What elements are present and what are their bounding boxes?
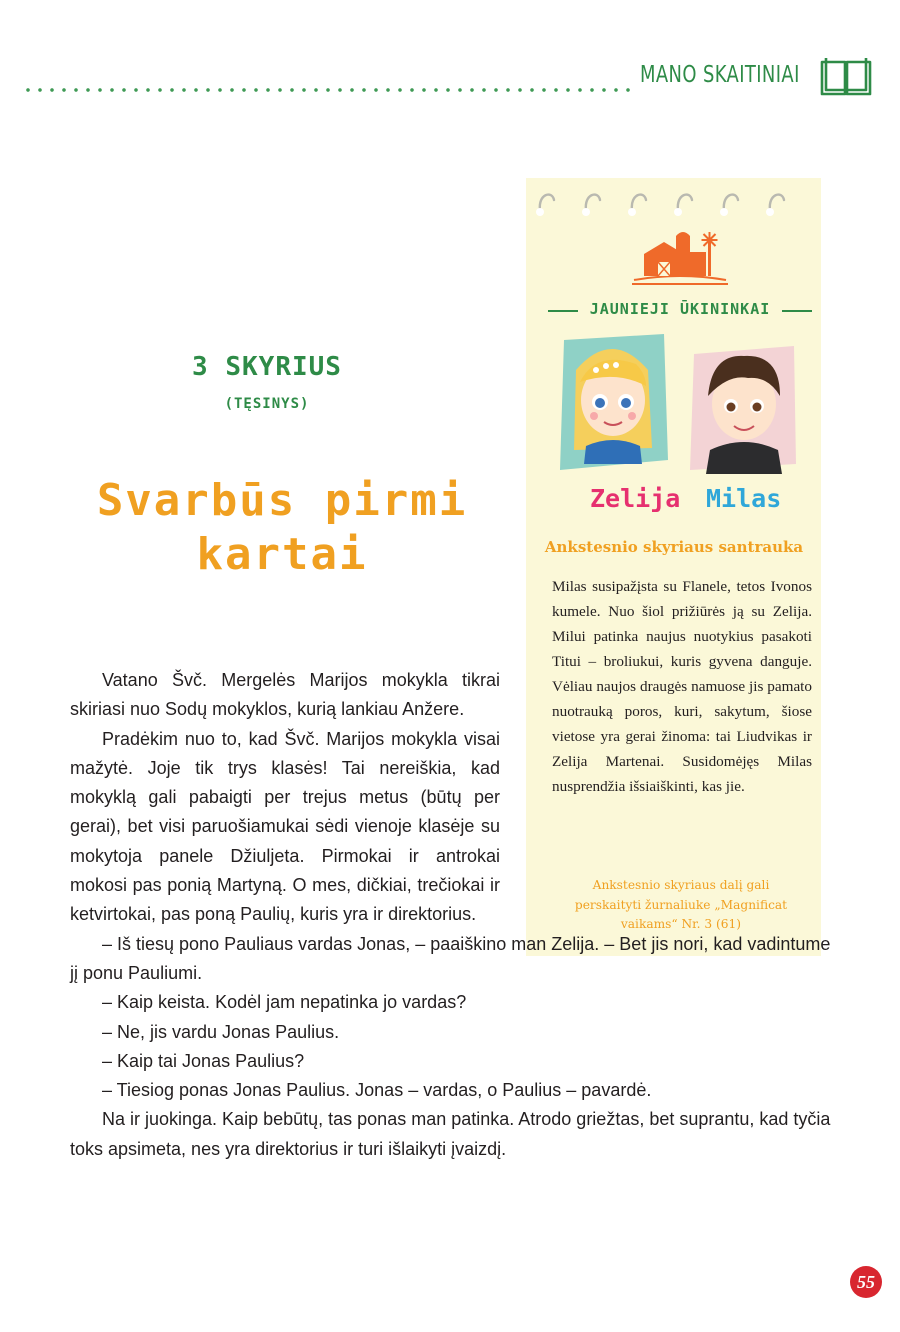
page-number: 55 bbox=[850, 1266, 882, 1298]
brand-rule-right bbox=[782, 310, 812, 312]
series-brand: JAUNIEJI ŪKININKAI bbox=[589, 300, 771, 318]
zelija-portrait bbox=[556, 330, 670, 476]
summary-note: Ankstesnio skyriaus dalį gali perskaityti žurnaliuke „Magnificat vaikams“ Nr. 3 (61) bbox=[574, 878, 788, 931]
character-name-zelija: Zelija bbox=[590, 484, 681, 513]
summary-text: Milas susipažįsta su Flanele, tetos Ivonos kumele. Nuo šiol prižiūrės ją su Zelija. Milui patinka naujus nuotykius pasakoti Titui – broliukui, kuris gyvena danguje. Vėliau naujos draugės namuose jis pamato nuotrauką poros, kuri, sakytum, šiose vietose yra gerai žinoma: tai Liudvikas ir Zelija Martenai. Susidomėjęs Milas nusprendžia išsiaiškinti, kas jie. bbox=[552, 578, 812, 795]
paragraph: – Kaip tai Jonas Paulius? bbox=[102, 1050, 305, 1071]
chapter-title bbox=[70, 474, 494, 582]
chapter-title-line-1: Svarbūs pirmi bbox=[96, 475, 468, 526]
chapter-label: 3 SKYRIUS bbox=[192, 352, 342, 382]
paragraph: – Kaip keista. Kodėl jam nepatinka jo vardas? bbox=[102, 992, 467, 1013]
paragraph: Na ir juokinga. Kaip bebūtų, tas ponas man patinka. Atrodo griežtas, bet suprantu, kad tyčia toks apsimeta, nes yra direktorius ir turi išlaikyti įvaizdį. bbox=[70, 1109, 831, 1159]
paragraph: – Ne, jis vardu Jonas Paulius. bbox=[102, 1021, 340, 1042]
character-name-milas: Milas bbox=[706, 484, 782, 513]
header-dotted-rule bbox=[22, 88, 632, 92]
chapter-sublabel: (TĘSINYS) bbox=[224, 396, 310, 412]
milas-portrait bbox=[688, 338, 800, 478]
story-text bbox=[70, 666, 832, 1164]
chapter-title-line-2: kartai bbox=[196, 529, 368, 580]
summary-title: Ankstesnio skyriaus santrauka bbox=[544, 538, 804, 556]
paragraph: – Tiesiog ponas Jonas Paulius. Jonas – vardas, o Paulius – pavardė. bbox=[102, 1080, 652, 1101]
open-book-icon bbox=[818, 56, 874, 98]
section-title: MANO SKAITINIAI bbox=[640, 62, 800, 88]
barn-icon bbox=[630, 222, 730, 288]
paragraph: Pradėkim nuo to, kad Švč. Marijos mokykla visai mažytė. Joje tik trys klasės! Tai nereiškia, kad mokyklą gali pabaigti per trejus metus (būtų per gerai), bet visi paruošiamukai sėdi vienoje klasėje su mokytoja panele Džiuljeta. Pirmokai ir antrokai mokosi pas ponią Martyną. O mes, dičkiai, trečiokai ir ketvirtokai, pas poną Paulių, kuris yra ir direktorius. bbox=[70, 728, 500, 925]
brand-rule-left bbox=[548, 310, 578, 312]
paragraph: Vatano Švč. Mergelės Marijos mokykla tikrai skiriasi nuo Sodų mokyklos, kurią lankiau Anžere. bbox=[70, 670, 500, 720]
notebook-rings-icon bbox=[526, 178, 821, 222]
paragraph: – Iš tiesų pono Pauliaus vardas Jonas, – paaiškino man Zelija. – Bet jis nori, kad vadintume jį ponu Pauliumi. bbox=[70, 933, 831, 983]
